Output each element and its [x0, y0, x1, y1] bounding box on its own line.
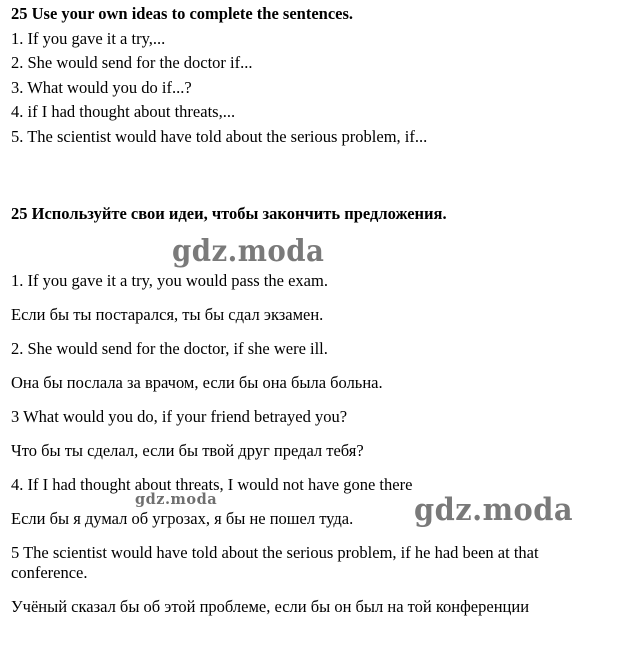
task-item: 5. The scientist would have told about the serious problem, if... — [11, 127, 428, 146]
answer-en-2: 2. She would send for the doctor, if she were ill. — [11, 339, 328, 358]
answer-ru-5: Учёный сказал бы об этой проблеме, если бы он был на той конференции — [11, 597, 530, 616]
answer-ru-2: Она бы послала за врачом, если бы она была больна. — [11, 373, 383, 392]
task-title-ru: 25 Используйте свои идеи, чтобы закончить предложения. — [11, 204, 447, 223]
answer-en-3: 3 What would you do, if your friend betrayed you? — [11, 407, 348, 426]
answer-en-5: 5 The scientist would have told about the serious problem, if he had been at that conference. — [11, 543, 539, 582]
watermark-logo: gdz.moda — [172, 234, 325, 269]
answer-en-4: 4. If I had thought about threats, I would not have gone there — [11, 475, 413, 494]
task-title-en: 25 Use your own ideas to complete the sentences. — [11, 4, 354, 23]
answer-ru-3: Что бы ты сделал, если бы твой друг предал тебя? — [11, 441, 364, 460]
task-item: 2. She would send for the doctor if... — [11, 53, 253, 72]
answer-ru-1: Если бы ты постарался, ты бы сдал экзамен. — [11, 305, 324, 324]
answer-en-1: 1. If you gave it a try, you would pass the exam. — [11, 271, 328, 290]
task-item: 1. If you gave it a try,... — [11, 29, 166, 48]
task-item: 3. What would you do if...? — [11, 78, 192, 97]
watermark-logo: gdz.moda — [414, 492, 574, 528]
answer-ru-4: Если бы я думал об угрозах, я бы не пошел туда. — [11, 509, 354, 528]
watermark-logo-small: gdz.moda — [135, 491, 218, 508]
task-item: 4. if I had thought about threats,... — [11, 102, 236, 121]
